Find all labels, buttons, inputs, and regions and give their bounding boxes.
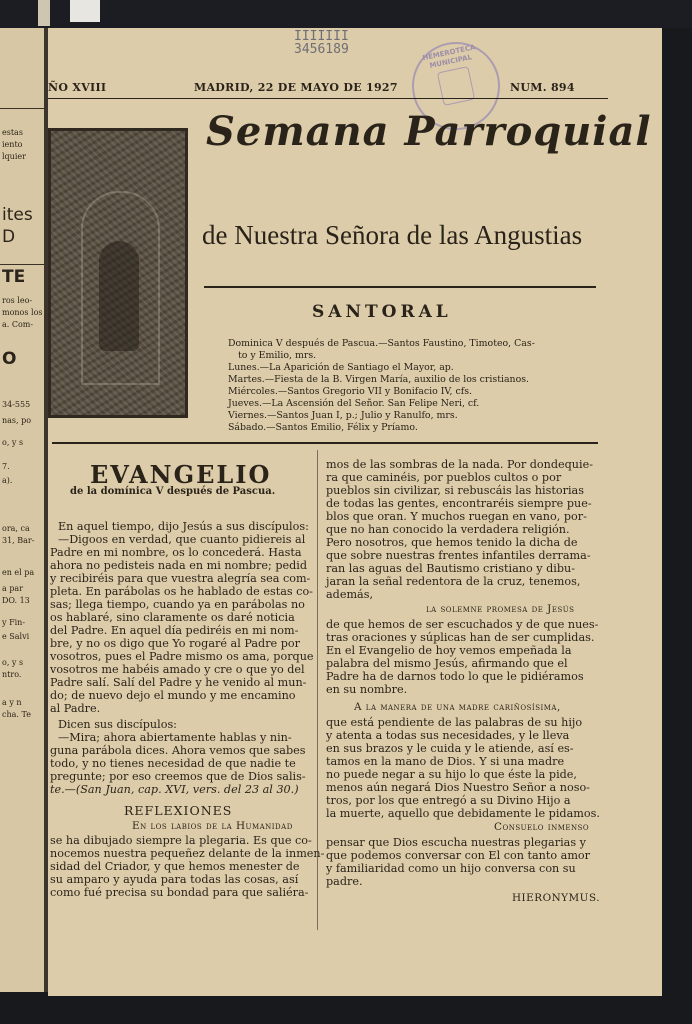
santoral-line: Sábado.—Santos Emilio, Félix y Príamo. [228,422,418,433]
santoral-line: Viernes.—Santos Juan I, p.; Julio y Ranulfo, mrs. [228,410,458,421]
fragment-text: o, y s [2,438,24,447]
fragment-text: cha. Te [2,710,31,719]
issue-date: MADRID, 22 DE MAYO DE 1927 [194,81,398,94]
section-rule [52,442,598,444]
evangelio-line: del Padre. En aquel día pediréis en mi nom- [50,624,299,637]
reflexiones-line: nocemos nuestra pequeñez delante de la inmen- [50,847,325,860]
pencil-annotation [294,30,349,56]
fragment-text: 7. [2,462,10,471]
consuelo-heading: Consuelo inmenso [494,821,590,833]
pencil-mark: 3456189 [294,42,349,57]
reflexiones-line: sidad del Criador, y que hemos menester de [50,860,300,873]
santoral-line: Lunes.—La Aparición de Santiago el Mayor, ap. [228,362,454,373]
fragment-text: nas, po [2,416,32,425]
fragment-rule [0,264,44,265]
evangelio-line: ahora no pedisteis nada en mi nombre; pedid [50,559,308,572]
stamp-crest-icon [437,66,475,106]
masthead-subtitle: de Nuestra Señora de las Angustias [202,220,583,250]
fragment-text: O [2,349,17,369]
reflexiones-line: se ha dibujado siempre la plegaria. Es que co- [50,834,312,847]
masthead-rule [204,286,596,288]
santoral-line: Miércoles.—Santos Gregorio VII y Bonifacio IV, cfs. [228,386,472,397]
illustration-figure [99,241,139,351]
evangelio-line: Padre en mi nombre, os lo concederá. Hasta [50,546,302,559]
evangelio-line: al Padre. [50,702,101,715]
body-line: pensar que Dios escucha nuestras plegarias y [326,836,586,849]
fragment-text: en el pa [2,568,35,577]
fragment-text: ntro. [2,670,22,679]
religious-illustration [48,128,188,418]
reflexiones-title: REFLEXIONES [124,803,233,818]
reflexiones-subtitle: En los labios de la Humanidad [132,820,293,832]
fragment-text: e Salvi [2,632,30,641]
body-line: en su nombre. [326,683,408,696]
fragment-text: iento [2,140,23,149]
fragment-text: lquier [2,152,26,161]
body-line: tamos en la mano de Dios. Y si una madre [326,755,565,768]
body-line: además, [326,588,374,601]
fragment-text: D [2,227,16,247]
fragment-text: DO. 13 [2,596,30,605]
fragment-text: ora, ca [2,524,30,533]
body-line: de todas las gentes, encontraréis siempre pue- [326,497,592,510]
evangelio-line: guna parábola dices. Ahora vemos que sabes [50,744,306,757]
body-line: pueblos sin civilizar, si rebuscáis las historias [326,484,584,497]
fragment-text: ites [2,205,33,225]
fragment-text: 34-555 [2,400,31,409]
fragment-text: a y n [2,698,22,707]
evangelio-line: os hablaré, sino claramente os daré noticia [50,611,295,624]
masthead-title: Semana Parroquial [206,108,652,155]
fragment-text: 31, Bar- [2,536,35,545]
santoral-heading: SANTORAL [312,302,452,322]
fragment-text: a. Com- [2,320,34,329]
body-line: que sobre nuestras frentes infantiles derrama- [326,549,591,562]
body-line: padre. [326,875,363,888]
pencil-mark: IIIIIII [294,29,349,44]
evangelio-line: Dicen sus discípulos: [58,718,177,731]
evangelio-line: —Mira; ahora abiertamente hablas y nin- [58,731,292,744]
reflexiones-line: su amparo y ayuda para todas las cosas, así [50,873,299,886]
fragment-rule [0,108,44,109]
evangelio-line: do; de nuevo dejo el mundo y me encamino [50,689,296,702]
top-background [0,0,692,28]
body-line: ran las aguas del Bautismo cristiano y dibu- [326,562,575,575]
paper-tab-white [70,0,100,22]
signature: HIERONYMUS. [512,892,600,904]
body-line: que podemos conversar con El con tanto amor [326,849,591,862]
body-line: blos que oran. Y muchos ruegan en vano, por- [326,510,587,523]
body-line: jaran la señal redentora de la cruz, tenemos, [326,575,581,588]
evangelio-line: te.—(San Juan, cap. XVI, vers. del 23 al 30.) [50,783,299,796]
evangelio-line: pleta. En parábolas os he hablado de estas co- [50,585,313,598]
body-line: no puede negar a su hijo lo que éste la pide, [326,768,577,781]
fragment-text: monos los [2,308,43,317]
newspaper-page [48,28,662,996]
evangelio-line: En aquel tiempo, dijo Jesús a sus discípulos: [58,520,309,533]
fragment-text: TE [2,267,26,287]
evangelio-line: vosotros me habéis amado y cre o que yo del [50,663,305,676]
body-line: tros, por los que entregó a su Divino Hijo a [326,794,571,807]
body-line: de que hemos de ser escuchados y de que nues- [326,618,599,631]
madre-heading: A la manera de una madre cariñosísima, [354,701,561,713]
body-line: en sus brazos y le cuida y le atiende, así es- [326,742,574,755]
body-line: y atenta a todas sus necesidades, y le lleva [326,729,570,742]
volume-label: ÑO XVIII [48,81,107,94]
evangelio-line: vosotros, pues el Padre mismo os ama, porque [50,650,314,663]
body-line: Pero nosotros, que hemos tenido la dicha de [326,536,578,549]
reflexiones-line: como fué precisa su bondad para que saliéra- [50,886,309,899]
body-line: mos de las sombras de la nada. Por dondequie- [326,458,593,471]
evangelio-line: —Digoos en verdad, que cuanto pidiereis al [58,533,306,546]
promesa-heading: la solemne promesa de Jesús [426,603,575,615]
body-line: y familiaridad como un hijo conversa con su [326,862,576,875]
evangelio-line: Padre salí. Salí del Padre y he venido al mun- [50,676,307,689]
fragment-text: ros leo- [2,296,33,305]
evangelio-title: EVANGELIO [90,460,272,489]
body-line: que no han conocido la verdadera religión. [326,523,570,536]
santoral-line: to y Emilio, mrs. [238,350,317,361]
fragment-text: a). [2,476,13,485]
adjacent-page-fragment [0,28,46,992]
fragment-text: y Fin- [2,618,26,627]
body-line: En el Evangelio de hoy vemos empeñada la [326,644,572,657]
body-line: menos aún negará Dios Nuestro Señor a noso- [326,781,590,794]
evangelio-line: todo, y no tienes necesidad de que nadie te [50,757,296,770]
body-line: que está pendiente de las palabras de su hijo [326,716,583,729]
header-rule [48,98,608,99]
body-line: ra que caminéis, por pueblos cultos o por [326,471,562,484]
evangelio-line: sas; llega tiempo, cuando ya en parábolas no [50,598,305,611]
fragment-text: estas [2,128,23,137]
evangelio-subtitle: de la domínica V después de Pascua. [70,486,276,497]
evangelio-line: bre, y no os digo que Yo rogaré al Padre por [50,637,300,650]
body-line: palabra del mismo Jesús, afirmando que el [326,657,568,670]
evangelio-line: pregunte; por eso creemos que de Dios salis- [50,770,306,783]
santoral-line: Jueves.—La Ascensión del Señor. San Felipe Neri, cf. [228,398,480,409]
stamp-text: HEMEROTECA MUNICIPAL [421,43,477,70]
body-line: la muerte, aquello que debidamente le pidamos. [326,807,600,820]
body-line: Padre ha de darnos todo lo que le pidiéramos [326,670,584,683]
santoral-line: Martes.—Fiesta de la B. Virgen María, auxilio de los cristianos. [228,374,530,385]
fragment-text: o, y s [2,658,24,667]
santoral-line: Dominica V después de Pascua.—Santos Faustino, Timoteo, Cas- [228,338,535,349]
issue-number: NUM. 894 [510,81,575,94]
evangelio-line: y recibiréis para que vuestra alegría sea com- [50,572,311,585]
fragment-text: a par [2,584,24,593]
body-line: tras oraciones y súplicas han de ser cumplidas. [326,631,595,644]
paper-tab [38,0,50,26]
